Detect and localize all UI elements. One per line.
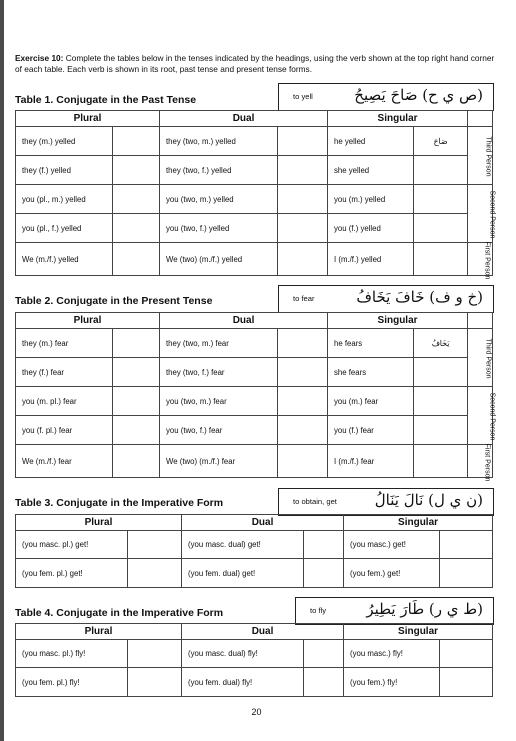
answer-cell[interactable] [304, 531, 344, 559]
answer-cell[interactable] [304, 640, 344, 668]
prompt-cell: (you masc. dual) fly! [182, 640, 304, 668]
table-row [16, 640, 493, 668]
prompt-cell: they (m.) yelled [16, 127, 113, 156]
table-3-grid [15, 514, 493, 588]
answer-cell[interactable] [440, 559, 493, 588]
table-row [16, 156, 493, 185]
answer-cell[interactable] [414, 214, 468, 243]
prompt-cell: they (f.) fear [16, 358, 113, 387]
table-2-section [15, 285, 496, 481]
answer-cell[interactable] [113, 416, 160, 445]
answer-cell[interactable] [113, 127, 160, 156]
prompt-cell: he yelled [328, 127, 414, 156]
answer-cell[interactable] [278, 358, 328, 387]
table-row [16, 387, 493, 416]
prompt-cell: you (pl., m.) yelled [16, 185, 113, 214]
row-label-first-person: First Person [468, 243, 493, 276]
answer-cell[interactable] [113, 358, 160, 387]
table-1-section [15, 83, 496, 279]
table-row [16, 668, 493, 697]
prompt-cell: she fears [328, 358, 414, 387]
exercise-label: Exercise 10: [15, 53, 64, 63]
answer-cell[interactable] [278, 185, 328, 214]
table-row [16, 358, 493, 387]
table-3-verb-english: to obtain, get [293, 497, 337, 506]
table-4-verb-english: to fly [310, 606, 327, 615]
table-row [16, 531, 493, 559]
table-row [16, 185, 493, 214]
table-4-section [15, 597, 492, 697]
table-row [16, 445, 493, 478]
prompt-cell: (you fem.) fly! [344, 668, 440, 697]
answer-cell[interactable] [113, 445, 160, 478]
answer-cell[interactable] [440, 668, 493, 697]
row-label-first-person: First Person [468, 445, 493, 478]
column-header-dual: Dual [160, 111, 328, 127]
column-header-dual: Dual [160, 313, 328, 329]
column-header-singular: Singular [328, 313, 468, 329]
answer-cell[interactable] [278, 214, 328, 243]
answer-cell[interactable] [414, 358, 468, 387]
prompt-cell: they (two, m.) fear [160, 329, 278, 358]
prompt-cell: (you fem. pl.) fly! [16, 668, 128, 697]
answer-cell[interactable] [414, 156, 468, 185]
exercise-instructions [15, 53, 497, 75]
column-header-dual: Dual [182, 624, 344, 640]
prompt-cell: We (two) (m./f.) fear [160, 445, 278, 478]
answer-cell[interactable] [440, 531, 493, 559]
table-row [16, 329, 493, 358]
prompt-cell: they (two, f.) yelled [160, 156, 278, 185]
answer-cell[interactable] [304, 668, 344, 697]
prompt-cell: We (two) (m./f.) yelled [160, 243, 278, 276]
prompt-cell: I (m./f.) yelled [328, 243, 414, 276]
table-4-verb-arabic: (ط ي ر) طَارَ يَطِيرُ [366, 600, 483, 618]
prompt-cell: she yelled [328, 156, 414, 185]
answer-cell[interactable] [278, 387, 328, 416]
table-3-verb-arabic: (ن ي ل) نَالَ يَنَالُ [374, 491, 483, 509]
example-answer: صَاحَ [414, 127, 468, 156]
answer-cell[interactable] [414, 445, 468, 478]
table-4-grid [15, 623, 493, 697]
prompt-cell: you (f.) fear [328, 416, 414, 445]
prompt-cell: you (m.) yelled [328, 185, 414, 214]
prompt-cell: (you fem. pl.) get! [16, 559, 128, 588]
table-row [16, 243, 493, 276]
column-header-singular: Singular [344, 624, 493, 640]
table-row [16, 559, 493, 588]
prompt-cell: they (two, f.) fear [160, 358, 278, 387]
prompt-cell: you (f.) yelled [328, 214, 414, 243]
table-1-verb-english: to yell [293, 92, 313, 101]
answer-cell[interactable] [113, 243, 160, 276]
prompt-cell: (you fem. dual) fly! [182, 668, 304, 697]
answer-cell[interactable] [414, 243, 468, 276]
answer-cell[interactable] [278, 329, 328, 358]
prompt-cell: they (m.) fear [16, 329, 113, 358]
table-4-verb-box [295, 597, 494, 625]
table-row [16, 416, 493, 445]
column-header-singular: Singular [328, 111, 468, 127]
column-header-plural: Plural [16, 111, 160, 127]
prompt-cell: you (two, m.) yelled [160, 185, 278, 214]
prompt-cell: (you masc. dual) get! [182, 531, 304, 559]
answer-cell[interactable] [128, 640, 182, 668]
answer-cell[interactable] [128, 559, 182, 588]
example-answer: يَخَافُ [414, 329, 468, 358]
answer-cell[interactable] [278, 243, 328, 276]
answer-cell[interactable] [278, 416, 328, 445]
table-1-verb-box [278, 83, 494, 111]
prompt-cell: I (m./f.) fear [328, 445, 414, 478]
prompt-cell: he fears [328, 329, 414, 358]
prompt-cell: We (m./f.) yelled [16, 243, 113, 276]
row-label-third-person: Third Person [468, 329, 493, 387]
answer-cell[interactable] [113, 156, 160, 185]
answer-cell[interactable] [278, 156, 328, 185]
answer-cell[interactable] [304, 559, 344, 588]
prompt-cell: you (two, f.) yelled [160, 214, 278, 243]
table-4-title: Table 4. Conjugate in the Imperative Form [15, 607, 224, 619]
table-1-title: Table 1. Conjugate in the Past Tense [15, 94, 197, 106]
table-1-verb-arabic: (ص ي ح) صَاحَ يَصِيحُ [354, 86, 483, 104]
prompt-cell: they (f.) yelled [16, 156, 113, 185]
answer-cell[interactable] [414, 185, 468, 214]
prompt-cell: (you masc. pl.) fly! [16, 640, 128, 668]
exercise-text: Complete the tables below in the tenses indicated by the headings, using the verb shown at the top right hand corner of each table. Each verb is shown in its root, past tense and present tense forms. [15, 53, 495, 74]
prompt-cell: (you fem. dual) get! [182, 559, 304, 588]
prompt-cell: We (m./f.) fear [16, 445, 113, 478]
table-3-section [15, 488, 492, 588]
row-label-second-person: Second Person [468, 387, 493, 445]
column-header-plural: Plural [16, 624, 182, 640]
prompt-cell: you (two, m.) fear [160, 387, 278, 416]
prompt-cell: you (f. pl.) fear [16, 416, 113, 445]
answer-cell[interactable] [113, 214, 160, 243]
table-2-verb-box [278, 285, 494, 313]
prompt-cell: they (two, m.) yelled [160, 127, 278, 156]
answer-cell[interactable] [128, 531, 182, 559]
prompt-cell: (you masc.) get! [344, 531, 440, 559]
table-2-grid [15, 312, 496, 481]
prompt-cell: you (m.) fear [328, 387, 414, 416]
column-header-plural: Plural [16, 515, 182, 531]
table-row [16, 214, 493, 243]
table-2-title: Table 2. Conjugate in the Present Tense [15, 295, 213, 307]
answer-cell[interactable] [440, 640, 493, 668]
column-header-dual: Dual [182, 515, 344, 531]
answer-cell[interactable] [128, 668, 182, 697]
table-3-verb-box [278, 488, 494, 516]
prompt-cell: you (two, f.) fear [160, 416, 278, 445]
page-binding-edge [0, 0, 4, 741]
table-row [16, 127, 493, 156]
answer-cell[interactable] [113, 185, 160, 214]
prompt-cell: (you masc.) fly! [344, 640, 440, 668]
row-label-second-person: Second Person [468, 185, 493, 243]
answer-cell[interactable] [414, 387, 468, 416]
table-1-grid [15, 110, 496, 279]
column-header-singular: Singular [344, 515, 493, 531]
page-number: 20 [251, 707, 262, 717]
row-label-third-person: Third Person [468, 127, 493, 185]
prompt-cell: you (pl., f.) yelled [16, 214, 113, 243]
answer-cell[interactable] [414, 416, 468, 445]
answer-cell[interactable] [278, 445, 328, 478]
prompt-cell: you (m. pl.) fear [16, 387, 113, 416]
answer-cell[interactable] [113, 387, 160, 416]
answer-cell[interactable] [113, 329, 160, 358]
table-2-verb-english: to fear [293, 294, 315, 303]
column-header-plural: Plural [16, 313, 160, 329]
prompt-cell: (you masc. pl.) get! [16, 531, 128, 559]
answer-cell[interactable] [278, 127, 328, 156]
table-3-title: Table 3. Conjugate in the Imperative Form [15, 497, 224, 509]
table-2-verb-arabic: (خ و ف) خَافَ يَخَافُ [356, 288, 483, 306]
prompt-cell: (you fem.) get! [344, 559, 440, 588]
